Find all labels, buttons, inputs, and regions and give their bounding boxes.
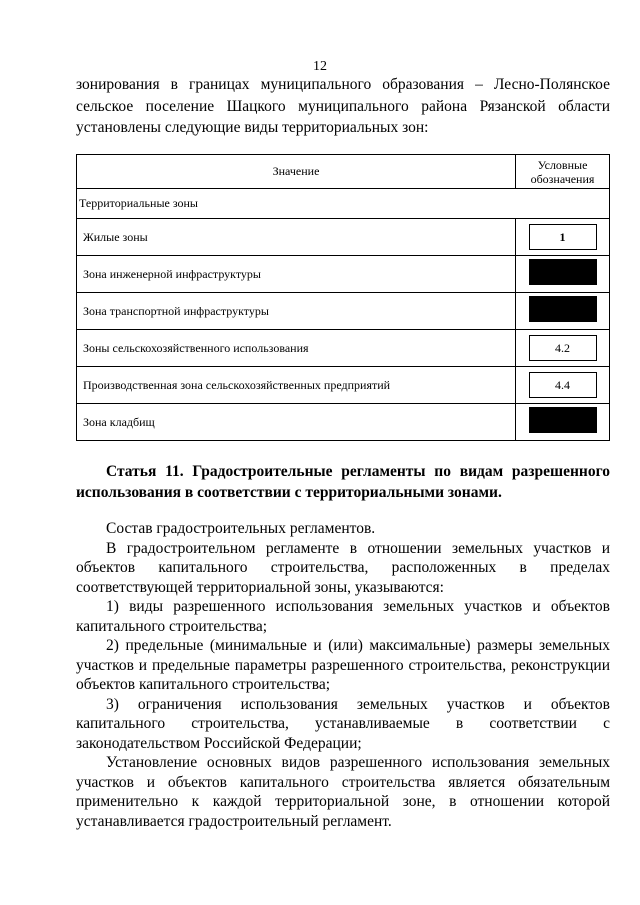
zone-symbol: [529, 407, 597, 433]
body-paragraph: Состав градостроительных регламентов.: [106, 520, 376, 537]
territorial-zones-table: [76, 154, 610, 441]
zone-symbol: [529, 259, 597, 285]
table-row: [77, 256, 610, 293]
table-header-row: [77, 155, 610, 189]
body-paragraph: Установление основных видов разрешенного использования земельных участков и объектов капитального строительства является обязательным применительно к каждой территориальной зоне, в отношении которой устанавливается градостроительный регламент.: [76, 754, 610, 830]
table-section-row: [77, 189, 610, 219]
body-paragraph: 3) ограничения использования земельных участков и объектов капитального строительства, устанавливаемые в соответствии с законодательством Российской Федерации;: [76, 695, 610, 752]
page-number: 12: [313, 59, 327, 74]
section-label: Территориальные зоны: [77, 189, 610, 219]
zone-symbol: 1: [529, 224, 597, 250]
article-title: Статья 11. Градостроительные регламенты по видам разрешенного использования в соответствии с территориальными зонами.: [76, 463, 610, 501]
zone-symbol: 4.4: [529, 372, 597, 398]
zone-name: Производственная зона сельскохозяйственных предприятий: [77, 367, 516, 404]
intro-paragraph: зонирования в границах муниципального образования – Лесно-Полянское сельское поселение Шацкого муниципального района Рязанской области установлены следующие виды территориальных зон:: [76, 76, 610, 136]
zone-name: Зоны сельскохозяйственного использования: [77, 330, 516, 367]
zone-symbol-cell: [516, 219, 610, 256]
article-body: [76, 519, 610, 831]
body-paragraph: В градостроительном регламенте в отношении земельных участков и объектов капитального строительства, расположенных в пределах соответствующей территориальной зоны, указываются:: [76, 539, 610, 596]
zone-symbol: 4.2: [529, 335, 597, 361]
table-row: [77, 219, 610, 256]
body-paragraph: 2) предельные (минимальные и (или) максимальные) размеры земельных участков и предельные параметры разрешенного строительства, реконструкции объектов капитального строительства;: [76, 637, 610, 693]
table-row: [77, 404, 610, 441]
zone-symbol-cell: [516, 404, 610, 441]
table-row: [77, 330, 610, 367]
zone-symbol-cell: [516, 293, 610, 330]
body-paragraph: 1) виды разрешенного использования земельных участков и объектов капитального строительства;: [76, 598, 610, 635]
header-value: Значение: [77, 155, 516, 189]
table-row: [77, 367, 610, 404]
zone-rows: [77, 219, 610, 441]
zone-name: Зона инженерной инфраструктуры: [77, 256, 516, 293]
zone-symbol-cell: [516, 256, 610, 293]
zone-name: Зона транспортной инфраструктуры: [77, 293, 516, 330]
header-symbol: Условные обозначения: [516, 155, 610, 189]
zone-symbol: [529, 296, 597, 322]
table-row: [77, 293, 610, 330]
zone-symbol-cell: [516, 367, 610, 404]
zone-name: Жилые зоны: [77, 219, 516, 256]
zone-name: Зона кладбищ: [77, 404, 516, 441]
zone-symbol-cell: [516, 330, 610, 367]
